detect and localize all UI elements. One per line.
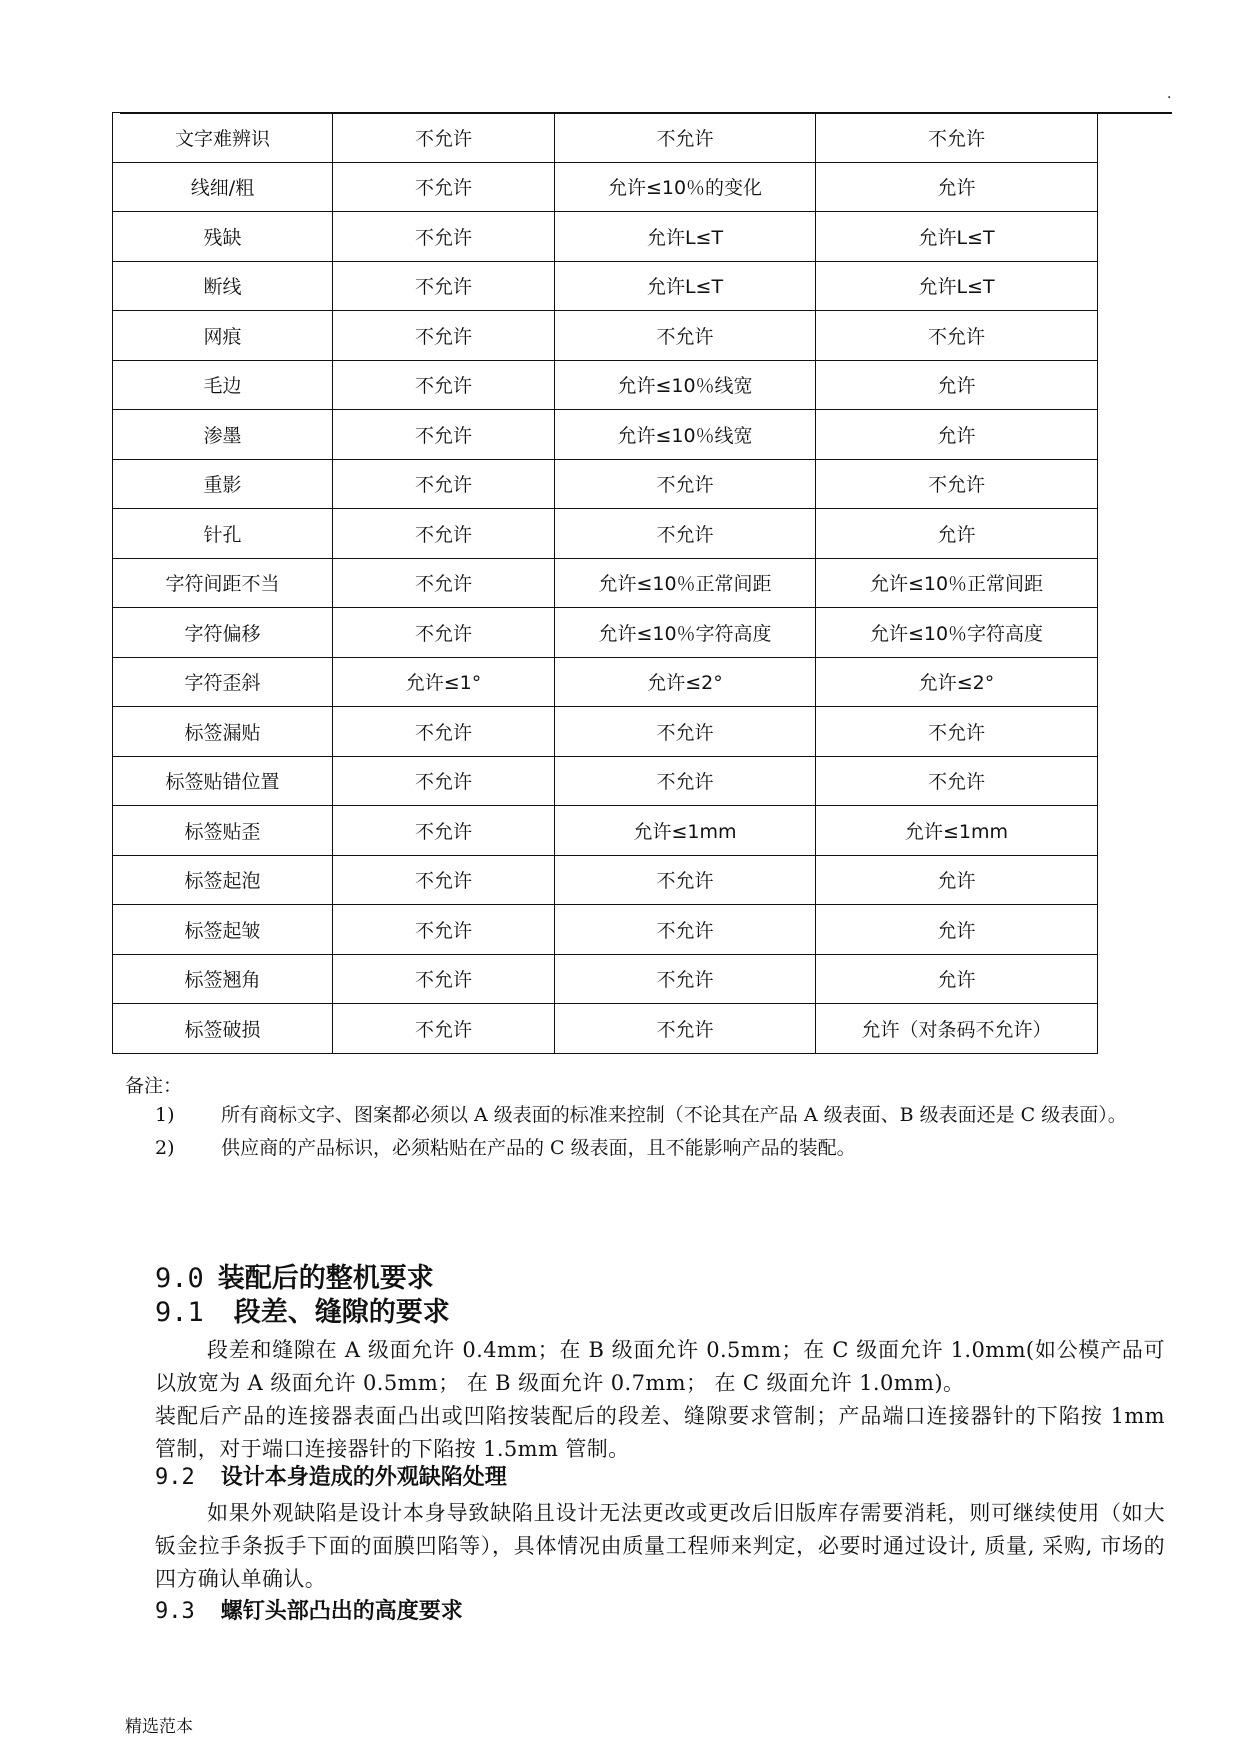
criteria-value: 允许L≤T [646,226,724,249]
page-footer: 精选范本 [125,1717,193,1737]
criteria-cell [816,806,1098,856]
criteria-cell [333,459,555,509]
table-row [113,410,1098,460]
criteria-value: 允许≤10％的变化 [607,177,763,200]
notes-block [125,1072,1165,1163]
criteria-cell [333,954,555,1004]
criteria-value: 不允许 [414,771,472,794]
criteria-value: 不允许 [414,375,472,398]
criteria-value: 允许≤2° [647,672,723,695]
criteria-value: 不允许 [656,523,714,546]
criteria-cell [555,657,816,707]
criteria-value: 不允许 [656,474,714,497]
criteria-cell [333,509,555,559]
table-row [113,707,1098,757]
criteria-cell [333,608,555,658]
table-row [113,311,1098,361]
criteria-cell [555,608,816,658]
table-row [113,1004,1098,1054]
criteria-value: 不允许 [656,771,714,794]
defect-name-cell [113,410,333,460]
defect-name: 标签起泡 [184,870,261,893]
criteria-value: 不允许 [414,226,472,249]
criteria-value: 不允许 [414,127,472,150]
defect-name-cell [113,806,333,856]
criteria-cell [816,212,1098,262]
criteria-value: 允许≤2° [918,672,995,695]
criteria-cell [816,608,1098,658]
criteria-value: 不允许 [656,721,714,744]
table-row [113,162,1098,212]
note-number: 1) [155,1104,175,1126]
defect-name-cell [113,905,333,955]
criteria-value: 允许≤1° [405,672,482,695]
defect-name-cell [113,311,333,361]
criteria-cell [333,657,555,707]
criteria-cell [333,1004,555,1054]
criteria-value: 不允许 [414,919,472,942]
criteria-cell [555,806,816,856]
criteria-value: 允许≤10％正常间距 [869,573,1044,596]
defect-name-cell [113,608,333,658]
defect-name-cell [113,261,333,311]
table-row [113,113,1098,163]
criteria-value: 允许≤1mm [633,820,737,843]
defect-name-cell [113,162,333,212]
table-body [113,113,1098,1054]
criteria-value: 允许 [937,919,976,942]
paragraph: 装配后产品的连接器表面凸出或凹陷按装配后的段差、缝隙要求管制；产品端口连接器针的下陷按 1mm 管制，对于端口连接器针的下陷按 1.5mm 管制。 [155,1404,1165,1461]
defect-name: 毛边 [203,375,242,398]
section-heading [155,1597,1165,1627]
criteria-cell [816,459,1098,509]
criteria-cell [333,855,555,905]
criteria-cell [555,459,816,509]
note-text: 所有商标文字、图案都必须以 A 级表面的标准来控制（不论其在产品 A 级表面、B 级表面还是 C 级表面）。 [221,1104,1127,1126]
criteria-cell [816,162,1098,212]
defect-name: 文字难辨识 [174,127,270,150]
criteria-cell [555,410,816,460]
criteria-cell [555,558,816,608]
criteria-value: 不允许 [414,820,472,843]
table-row [113,360,1098,410]
criteria-cell [555,707,816,757]
criteria-cell [816,954,1098,1004]
criteria-cell [333,162,555,212]
criteria-value: 不允许 [927,721,985,744]
table-row [113,459,1098,509]
criteria-cell [816,261,1098,311]
criteria-value: 不允许 [414,721,472,744]
defect-name-cell [113,707,333,757]
criteria-value: 不允许 [656,969,714,992]
defect-name: 网痕 [203,325,242,348]
criteria-value: 不允许 [927,771,985,794]
criteria-value: 不允许 [656,325,714,348]
criteria-cell [555,311,816,361]
section-9-3 [155,1597,1165,1627]
criteria-cell [333,410,555,460]
criteria-cell [333,756,555,806]
criteria-cell [816,509,1098,559]
criteria-cell [816,756,1098,806]
table-row [113,212,1098,262]
section-9-0 [155,1262,1165,1296]
criteria-cell [816,707,1098,757]
defect-name: 重影 [203,474,242,497]
defect-name-cell [113,360,333,410]
criteria-value: 不允许 [414,622,472,645]
criteria-cell [333,806,555,856]
note-item [125,1134,1165,1163]
criteria-value: 不允许 [927,127,985,150]
defect-name-cell [113,756,333,806]
note-item [125,1101,1165,1130]
defect-name: 标签贴歪 [184,820,261,843]
defect-name: 标签翘角 [184,969,261,992]
table-row [113,756,1098,806]
section-title: 螺钉头部凸出的高度要求 [220,1599,463,1624]
note-text: 供应商的产品标识，必须粘贴在产品的 C 级表面，且不能影响产品的装配。 [221,1137,856,1159]
section-heading [155,1262,1165,1296]
criteria-value: 允许 [937,523,976,546]
table-row [113,657,1098,707]
section-number: 9.3 [155,1599,195,1624]
criteria-cell [555,905,816,955]
criteria-value: 不允许 [414,969,472,992]
criteria-cell [816,410,1098,460]
criteria-value: 允许L≤T [646,276,724,299]
corner-mark: . [1167,86,1172,102]
criteria-cell [555,954,816,1004]
criteria-value: 不允许 [656,1018,714,1041]
defect-name: 标签破损 [184,1018,261,1041]
section-title: 段差、缝隙的要求 [233,1297,450,1328]
section-heading [155,1463,1165,1493]
criteria-cell [333,212,555,262]
criteria-value: 允许 [937,177,976,200]
defect-name: 标签漏贴 [184,721,261,744]
criteria-value: 允许≤10％字符高度 [869,622,1044,645]
defect-name: 断线 [203,276,242,299]
criteria-value: 允许≤10％线宽 [617,375,753,398]
table-row [113,954,1098,1004]
criteria-value: 允许（对条码不允许） [861,1018,1052,1041]
criteria-value: 不允许 [414,325,472,348]
note-number: 2) [155,1137,175,1159]
defect-name: 标签贴错位置 [165,771,280,794]
criteria-cell [555,1004,816,1054]
paragraph: 如果外观缺陷是设计本身导致缺陷且设计无法更改或更改后旧版库存需要消耗，则可继续使用（如大钣金拉手条扳手下面的面膜凹陷等），具体情况由质量工程师来判定，必要时通过设计, 质量, 采购, 市场的四方确认单确认。 [155,1501,1165,1591]
defect-name: 针孔 [203,523,242,546]
criteria-value: 允许≤10％字符高度 [598,622,772,645]
criteria-cell [555,261,816,311]
criteria-cell [333,905,555,955]
criteria-cell [555,855,816,905]
criteria-value: 不允许 [927,325,985,348]
criteria-value: 允许≤10％线宽 [617,424,753,447]
defect-standards-table [112,112,1098,1054]
criteria-cell [333,311,555,361]
section-number: 9.0 [155,1263,204,1294]
table-row [113,855,1098,905]
table-row [113,261,1098,311]
defect-name: 字符歪斜 [184,672,261,695]
criteria-value: 允许≤1mm [904,820,1009,843]
table-row [113,509,1098,559]
criteria-value: 允许L≤T [918,226,995,249]
defect-name: 线细/粗 [190,177,255,200]
criteria-value: 不允许 [414,573,472,596]
defect-name-cell [113,954,333,1004]
section-number: 9.2 [155,1465,195,1490]
criteria-cell [816,855,1098,905]
criteria-cell [816,113,1098,163]
criteria-value: 不允许 [414,870,472,893]
criteria-cell [555,162,816,212]
criteria-cell [555,360,816,410]
defect-name-cell [113,459,333,509]
criteria-cell [816,360,1098,410]
table-row [113,806,1098,856]
defect-name-cell [113,509,333,559]
criteria-cell [816,311,1098,361]
defect-name: 字符间距不当 [165,573,280,596]
criteria-cell [333,558,555,608]
section-9-1 [155,1296,1165,1466]
table-row [113,905,1098,955]
section-9-2 [155,1463,1165,1596]
section-title: 装配后的整机要求 [217,1263,434,1294]
table-row [113,558,1098,608]
criteria-value: 允许 [937,375,976,398]
section-number: 9.1 [155,1297,204,1328]
criteria-cell [816,905,1098,955]
table-row [113,608,1098,658]
defect-name-cell [113,657,333,707]
defect-name: 残缺 [203,226,242,249]
criteria-cell [555,756,816,806]
criteria-value: 允许 [937,424,976,447]
criteria-value: 允许L≤T [918,276,995,299]
criteria-value: 不允许 [656,870,714,893]
defect-name-cell [113,113,333,163]
criteria-cell [555,212,816,262]
paragraph: 段差和缝隙在 A 级面允许 0.4mm；在 B 级面允许 0.5mm；在 C 级面允许 1.0mm(如公模产品可以放宽为 A 级面允许 0.5mm； 在 B 级面允许 0.7mm； 在 C 级面允许 1.0mm)。 [155,1338,1165,1395]
criteria-value: 不允许 [414,276,472,299]
defect-name: 字符偏移 [184,622,261,645]
defect-name: 渗墨 [203,424,242,447]
criteria-cell [333,261,555,311]
defect-name-cell [113,1004,333,1054]
defect-name: 标签起皱 [184,919,261,942]
criteria-cell [555,509,816,559]
criteria-cell [333,360,555,410]
criteria-value: 不允许 [414,1018,472,1041]
defect-name-cell [113,212,333,262]
criteria-cell [816,558,1098,608]
criteria-cell [555,113,816,163]
criteria-cell [333,113,555,163]
section-heading [155,1296,1165,1330]
section-title: 设计本身造成的外观缺陷处理 [220,1465,507,1490]
criteria-value: 不允许 [927,474,985,497]
criteria-value: 允许 [937,969,976,992]
criteria-value: 不允许 [414,424,472,447]
criteria-cell [816,1004,1098,1054]
defect-name-cell [113,558,333,608]
criteria-value: 允许≤10％正常间距 [598,573,772,596]
criteria-cell [816,657,1098,707]
criteria-value: 允许 [937,870,976,893]
criteria-cell [333,707,555,757]
defect-name-cell [113,855,333,905]
notes-label: 备注： [125,1075,183,1097]
criteria-value: 不允许 [414,177,472,200]
criteria-value: 不允许 [414,474,472,497]
criteria-value: 不允许 [656,127,714,150]
criteria-value: 不允许 [656,919,714,942]
criteria-value: 不允许 [414,523,472,546]
